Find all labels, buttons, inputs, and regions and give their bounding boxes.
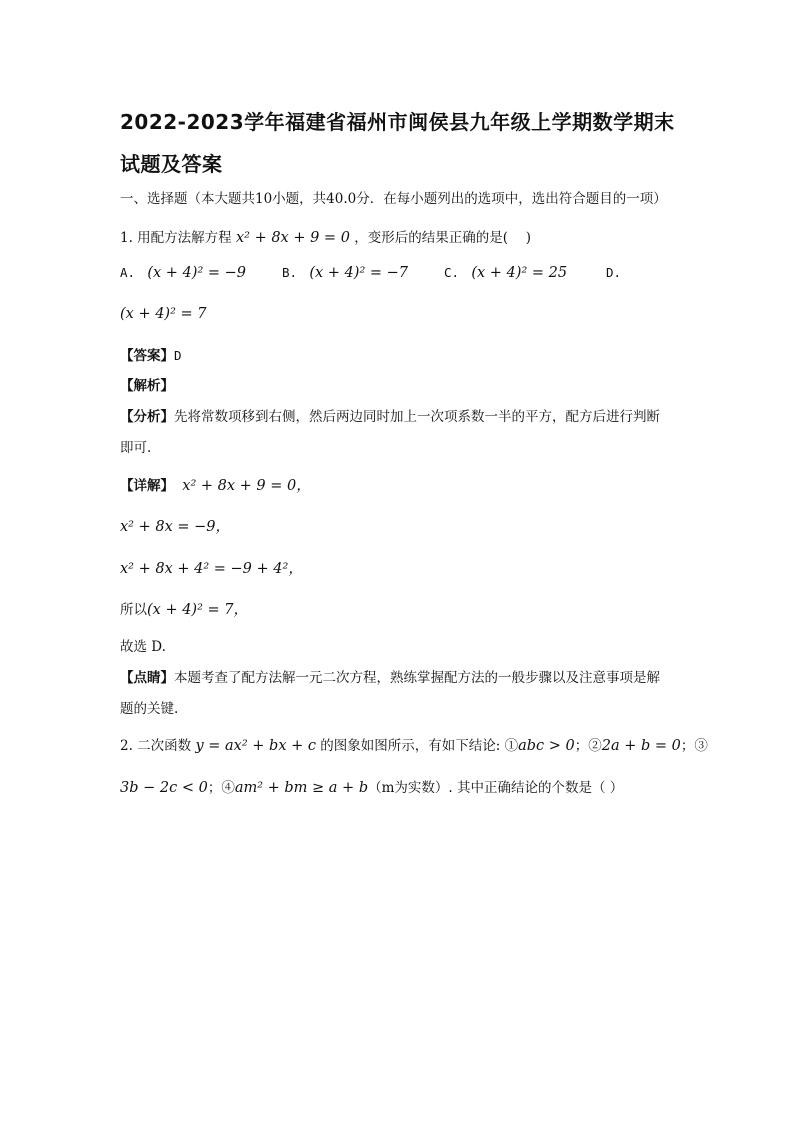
q2-line2 [120,776,623,796]
detail-step3: x² + 8x + 4² = −9 + 4²， [120,561,303,577]
q1-stem-prefix: 1. 用配方法解方程 [120,230,232,246]
q1-option-b-expr: (x + 4)² = −7 [309,265,408,281]
fenxi-text-1: 先将常数项移到右侧，然后两边同时加上一次项系数一半的平方，配方后进行判断 [174,409,660,425]
q2-prefix: 2. 二次函数 [120,738,192,754]
answer-value: D [174,348,182,363]
q1-stem [120,226,531,246]
q1-dianjing-line2: 题的关键. [120,701,179,717]
detail-step1: x² + 8x + 9 = 0， [182,478,311,494]
detail-step2: x² + 8x = −9， [120,519,231,535]
detail-step4: (x + 4)² = 7， [147,602,248,618]
q2-line1 [120,734,708,754]
dianjing-text-1: 本题考查了配方法解一元二次方程，熟练掌握配方法的一般步骤以及注意事项是解 [174,670,660,686]
q1-option-d-expr-wrap [120,306,207,322]
q2-sep-4: ；④ [207,780,235,796]
q1-option-c-label: C. [444,265,460,280]
q1-step3 [120,557,303,578]
section-header: 一、选择题（本大题共10小题，共40.0分．在每小题列出的选项中，选出符合题目的一项） [120,191,667,207]
dianjing-tag: 【点睛】 [120,670,174,686]
fenxi-tag: 【分析】 [120,409,174,425]
q2-conclusion-1: abc > 0 [518,738,575,754]
q2-conclusion-4: am² + bm ≥ a + b [234,780,369,796]
q1-option-b-label: B. [282,265,298,280]
step4-prefix: 所以 [120,602,147,618]
q1-option-d-label-wrap [606,265,621,281]
q2-suffix: （m为实数）. 其中正确结论的个数是（ ） [368,780,624,796]
answer-tag: 【答案】 [120,348,174,364]
q1-answer [120,344,182,364]
q1-option-a [120,265,246,281]
analysis-tag: 【解析】 [120,378,174,394]
document-title-line1: 2022-2023学年福建省福州市闽侯县九年级上学期数学期末 [120,110,675,134]
q1-equation: x² + 8x + 9 = 0 [235,230,350,246]
q1-step2 [120,515,230,536]
q2-mid: 的图象如图所示，有如下结论: ① [320,738,519,754]
q1-option-d-label: D. [606,265,622,280]
q1-option-c [444,265,567,281]
q1-option-c-expr: (x + 4)² = 25 [471,265,568,281]
q1-option-a-expr: (x + 4)² = −9 [147,265,246,281]
q1-detail-line [120,474,311,495]
detail-tag: 【详解】 [120,478,174,494]
q2-sep-3: ；③ [680,738,708,754]
document-title-line2: 试题及答案 [120,152,223,176]
q1-option-b [282,265,408,281]
q1-option-d-expr: (x + 4)² = 7 [120,306,207,322]
q1-analysis-tag [120,374,174,394]
q2-function: y = ax² + bx + c [195,738,316,754]
q1-fenxi-line1 [120,405,660,425]
q1-option-a-label: A. [120,265,136,280]
q1-stem-suffix: ，变形后的结果正确的是( ) [354,230,532,246]
q1-dianjing-line1 [120,666,660,686]
q1-conclusion: 故选 D. [120,639,166,655]
q2-conclusion-3: 3b − 2c < 0 [120,780,208,796]
q1-step4 [120,598,248,619]
q1-fenxi-line2: 即可. [120,440,152,456]
q2-sep-2: ；② [574,738,602,754]
q2-conclusion-2: 2a + b = 0 [601,738,681,754]
